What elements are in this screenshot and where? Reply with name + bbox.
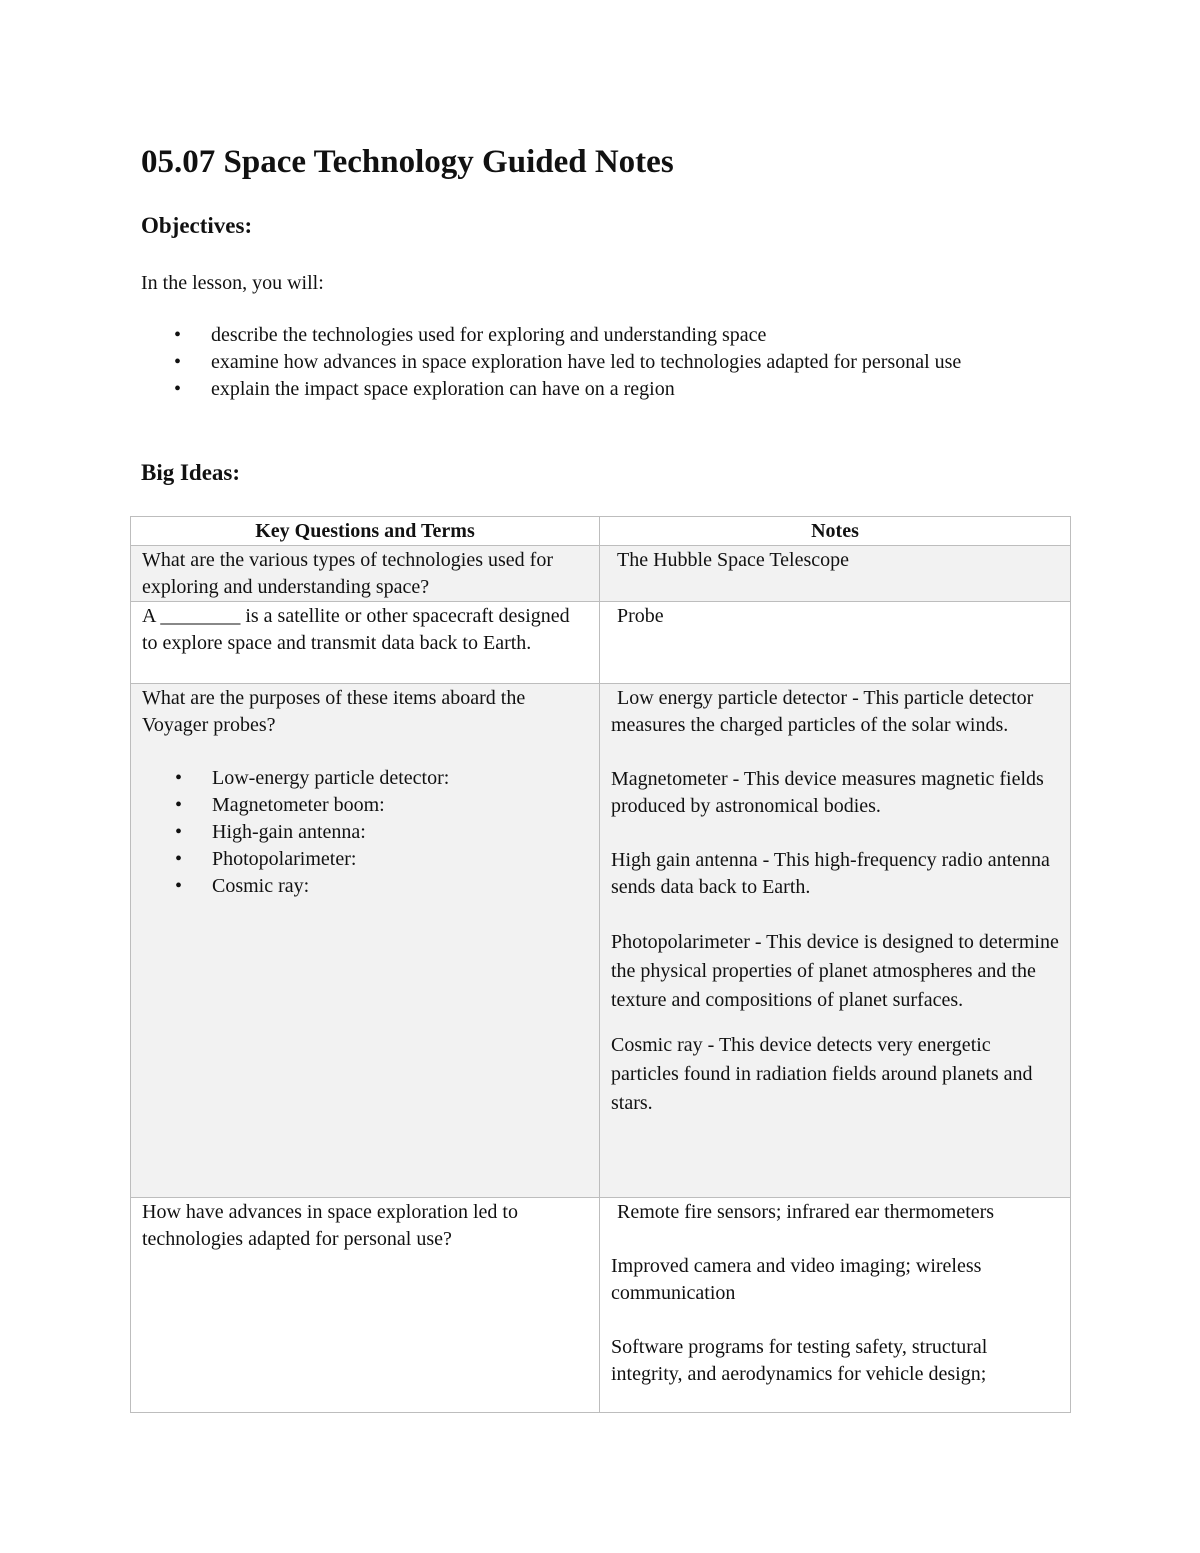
note-text: Magnetometer - This device measures magnetic fields produced by astronomical bodies. [611, 768, 1044, 817]
guided-notes-table [130, 516, 1071, 1413]
note-text: Probe [617, 605, 664, 627]
question-cell [131, 602, 600, 684]
question-cell [131, 1198, 600, 1413]
question-cell [131, 684, 600, 1198]
table-row [131, 1198, 1071, 1413]
note-text: Photopolarimeter - This device is designed to determine the physical properties of planet atmospheres and the texture and compositions of planet surfaces. [611, 931, 1059, 1011]
table-row [131, 684, 1071, 1198]
big-ideas-heading: Big Ideas: [141, 460, 241, 485]
notes-cell[interactable] [600, 684, 1071, 1198]
voyager-item: • Low-energy particle detector: [142, 765, 588, 792]
header-notes: Notes [600, 517, 1071, 546]
table-row [131, 546, 1071, 602]
note-text: Cosmic ray - This device detects very energetic particles found in radiation fields around planets and stars. [611, 1034, 1033, 1114]
voyager-items-list [142, 765, 588, 900]
voyager-item: • Magnetometer boom: [142, 792, 588, 819]
objective-item: • describe the technologies used for exploring and understanding space [141, 322, 1071, 349]
lesson-intro: In the lesson, you will: [141, 272, 324, 294]
voyager-item: • Cosmic ray: [142, 873, 588, 900]
objectives-heading: Objectives: [141, 213, 253, 238]
note-text: Software programs for testing safety, structural integrity, and aerodynamics for vehicle design; [611, 1336, 988, 1385]
header-key-questions: Key Questions and Terms [131, 517, 600, 546]
notes-cell[interactable] [600, 546, 1071, 602]
voyager-item: • High-gain antenna: [142, 819, 588, 846]
note-text: Low energy particle detector - This particle detector measures the charged particles of the solar winds. [611, 687, 1034, 736]
notes-content [611, 1199, 1059, 1409]
objectives-list [141, 322, 1071, 403]
note-text: High gain antenna - This high-frequency radio antenna sends data back to Earth. [611, 849, 1050, 898]
voyager-item: • Photopolarimeter: [142, 846, 588, 873]
table-row [131, 602, 1071, 684]
note-text: Improved camera and video imaging; wireless communication [611, 1255, 982, 1304]
page-title: 05.07 Space Technology Guided Notes [141, 144, 674, 180]
question-text: What are the purposes of these items aboard the Voyager probes? [142, 687, 526, 736]
table-header-row [131, 517, 1071, 546]
question-text: How have advances in space exploration led to technologies adapted for personal use? [142, 1201, 518, 1250]
question-cell [131, 546, 600, 602]
objective-item: • explain the impact space exploration can have on a region [141, 376, 1071, 403]
note-text: Remote fire sensors; infrared ear thermometers [617, 1201, 995, 1223]
objective-item: • examine how advances in space exploration have led to technologies adapted for personal use [141, 349, 1071, 376]
question-text: A ________ is a satellite or other spacecraft designed to explore space and transmit data back to Earth. [142, 605, 570, 654]
question-text: What are the various types of technologies used for exploring and understanding space? [142, 549, 553, 598]
notes-cell[interactable] [600, 1198, 1071, 1413]
notes-cell[interactable] [600, 602, 1071, 684]
note-text: The Hubble Space Telescope [617, 549, 850, 571]
